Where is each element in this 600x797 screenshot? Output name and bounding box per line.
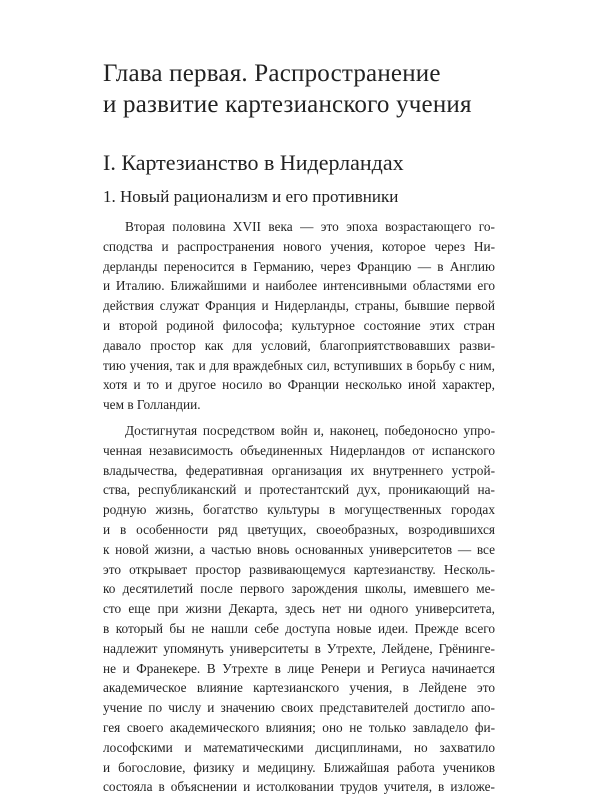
text-line: и Италию. Ближайшими и наиболее интенсивными областями его (103, 278, 495, 294)
chapter-title-line-1: Глава первая. Распространение (103, 60, 441, 87)
text-line: не и Франекере. В Утрехте в лице Ренери и Региуса начинается (103, 660, 495, 676)
text-line: ства, республиканский и протестантский дух, проникающий на- (103, 482, 495, 498)
body-text (103, 217, 495, 797)
text-line: учение по числу и значению своих представителей достигло апо- (103, 700, 495, 716)
subsection-title: 1. Новый рационализм и его противники (103, 187, 399, 206)
text-line: Достигнутая посредством войн и, наконец, победоносно упро- (125, 422, 495, 438)
text-line: сто еще при жизни Декарта, здесь нет ни одного университета, (103, 601, 495, 617)
text-line: Вторая половина XVII века — это эпоха возрастающего го- (125, 219, 495, 234)
text-line: хотя и то и другое носило во Франции несколько иной характер, (103, 377, 495, 393)
text-line: давало простор как для условий, благоприятствовавших разви- (103, 337, 495, 353)
text-line: сподства и распространения нового учения, которое через Ни- (103, 238, 495, 254)
text-line: надлежит упомянуть университеты в Утрехте, Лейдене, Грёнинге- (103, 640, 495, 656)
text-line: и второй родиной философа; культурное состояние этих стран (103, 317, 495, 333)
text-line: и богословие, физику и медицину. Ближайшая работа учеников (103, 759, 495, 775)
text-line: ченная независимость объединенных Нидерландов от испанского (103, 442, 495, 458)
text-line: действия служат Франция и Нидерланды, страны, бывшие первой (103, 298, 495, 314)
text-line: родную жизнь, богатство культуры в могущественных городах (103, 502, 495, 518)
text-line: гея своего академического влияния; оно не только завладело фи- (103, 719, 495, 735)
text-line: и в особенности ряд цветущих, своеобразных, возродившихся (103, 521, 495, 537)
text-line: тию учения, так и для враждебных сил, вступивших в борьбу с ним, (103, 357, 495, 373)
section-title: I. Картезианство в Нидерландах (103, 150, 404, 175)
text-line: это открывает простор развивающемуся картезианству. Несколь- (103, 561, 495, 577)
paragraph-2 (103, 421, 495, 797)
text-line: академическое влияние картезианского учения, в Лейдене это (103, 680, 495, 696)
chapter-title-line-2: и развитие картезианского учения (103, 91, 472, 118)
text-line: владычества, федеративная организация их внутреннего устрой- (103, 462, 495, 478)
text-line: ко десятилетий после первого зарождения школы, имевшего ме- (103, 581, 495, 597)
text-line: в который бы не нашли себе доступа новые идеи. Прежде всего (103, 620, 495, 636)
text-line: дерланды переносится в Германию, через Францию — в Англию (103, 258, 495, 274)
text-line: состояла в объяснении и истолковании трудов учителя, в изложе- (103, 779, 495, 795)
text-line: к новой жизни, а частью вновь основанных университетов — все (103, 541, 495, 557)
paragraph-1 (103, 217, 495, 415)
chapter-title (103, 58, 543, 120)
text-line: лософскими и математическими дисциплинами, но захватило (103, 739, 495, 755)
text-line: чем в Голландии. (103, 397, 201, 413)
